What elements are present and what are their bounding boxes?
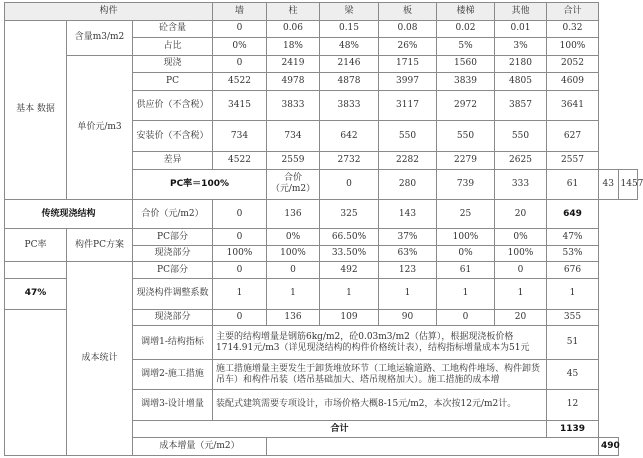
content-label: 含量m3/m2 [67, 20, 133, 55]
table-cell: 649 [547, 199, 599, 229]
table-cell: 33.50% [320, 245, 379, 261]
table-cell: 51 [547, 326, 599, 360]
row-label: 现浇 [133, 55, 213, 73]
table-cell: 90 [379, 309, 437, 325]
table-cell: 325 [320, 199, 379, 229]
table-cell: 355 [547, 309, 599, 325]
table-cell: 3415 [213, 90, 267, 121]
table-cell: 0.01 [495, 20, 547, 38]
header-stair: 楼梯 [437, 3, 495, 21]
table-cell: 2279 [437, 152, 495, 170]
table-cell: 0.06 [267, 20, 320, 38]
table-cell: 1 [267, 278, 320, 309]
row-label: 砼含量 [133, 20, 213, 38]
table-cell: 2419 [267, 55, 320, 73]
table-cell: 734 [267, 121, 320, 152]
header-column: 柱 [267, 3, 320, 21]
row-label: PC [133, 73, 213, 91]
table-cell: 1 [379, 278, 437, 309]
table-cell: 0 [213, 229, 267, 245]
cost-label: 成本统计 [67, 262, 133, 456]
table-cell: 4522 [213, 73, 267, 91]
table-cell: 0 [495, 262, 547, 278]
table-cell: 48% [320, 38, 379, 56]
table-cell: 0 [320, 169, 379, 199]
pc-rate-label: PC率 [5, 229, 67, 262]
header-slab: 板 [379, 3, 437, 21]
table-cell: 12 [547, 390, 599, 421]
traditional-label: 传统现浇结构 [5, 199, 133, 229]
table-cell: 100% [437, 229, 495, 245]
table-cell: 3839 [437, 73, 495, 91]
table-cell: 3833 [267, 90, 320, 121]
table-cell: 0 [437, 309, 495, 325]
cost-table [4, 2, 643, 456]
table-cell: 100% [495, 245, 547, 261]
table-cell: 143 [379, 199, 437, 229]
table-cell: 2052 [547, 55, 599, 73]
table-cell: 100% [267, 245, 320, 261]
table-cell: 136 [267, 309, 320, 325]
header-wall: 墙 [213, 3, 267, 21]
table-cell: 20 [495, 309, 547, 325]
row-label: 差异 [133, 152, 213, 170]
table-cell: 3641 [547, 90, 599, 121]
table-cell: 0 [213, 55, 267, 73]
left-blank [5, 309, 67, 455]
cost-increase-value: 490 [599, 438, 619, 456]
table-cell: 1715 [379, 55, 437, 73]
row-label: 合价（元/m2） [267, 169, 320, 199]
pc-scheme-label: 构件PC方案 [67, 229, 133, 262]
row-label: PC部分 [133, 229, 213, 245]
table-cell: 3% [495, 38, 547, 56]
table-cell: 0.15 [320, 20, 379, 38]
table-cell: 3117 [379, 90, 437, 121]
table-cell: 53% [547, 245, 599, 261]
row-label: 占比 [133, 38, 213, 56]
table-row [5, 55, 638, 73]
header-beam: 梁 [320, 3, 379, 21]
cost-increase-label: 成本增量（元/m2） [133, 438, 267, 456]
table-cell: 676 [547, 262, 599, 278]
table-cell: 136 [267, 199, 320, 229]
table-cell: 26% [379, 38, 437, 56]
table-cell: 642 [320, 121, 379, 152]
table-cell: 627 [547, 121, 599, 152]
row-label: 调增2-施工措施 [133, 360, 213, 390]
basic-data-label: 基本 数据 [5, 20, 67, 199]
row-label: 现浇部分 [133, 309, 213, 325]
table-cell: 739 [437, 169, 495, 199]
table-cell: 2732 [320, 152, 379, 170]
table-cell: 0% [267, 229, 320, 245]
table-cell: 0 [267, 262, 320, 278]
table-cell: 3857 [495, 90, 547, 121]
table-cell: 3833 [320, 90, 379, 121]
table-cell: 0.32 [547, 20, 599, 38]
table-cell: 18% [267, 38, 320, 56]
table-cell: 47% [547, 229, 599, 245]
table-cell: 550 [437, 121, 495, 152]
table-cell: 0.08 [379, 20, 437, 38]
table-cell: 2146 [320, 55, 379, 73]
table-cell: 2282 [379, 152, 437, 170]
table-cell: 20 [495, 199, 547, 229]
table-cell: 0% [495, 229, 547, 245]
table-cell: 4609 [547, 73, 599, 91]
row-label: 合价（元/m2） [133, 199, 213, 229]
table-cell: 109 [320, 309, 379, 325]
row-label: PC部分 [133, 262, 213, 278]
table-cell: 2559 [267, 152, 320, 170]
table-cell: 2180 [495, 55, 547, 73]
table-row [5, 199, 638, 229]
header-row [5, 3, 638, 21]
table-row [5, 262, 638, 278]
table-cell: 61 [437, 262, 495, 278]
adjustment-note: 装配式建筑需要专项设计，市场价格大概8-15元/m2，本次按12元/m2计。 [213, 390, 547, 421]
table-cell: 61 [547, 169, 599, 199]
pc-rate-spacer [5, 262, 67, 278]
row-label: 现浇构件调整系数 [133, 278, 213, 309]
table-cell: 63% [379, 245, 437, 261]
table-cell: 25 [437, 199, 495, 229]
table-cell: 0.02 [437, 20, 495, 38]
table-cell: 3997 [379, 73, 437, 91]
table-cell: 4522 [213, 152, 267, 170]
table-cell: 1 [320, 278, 379, 309]
table-cell: 734 [213, 121, 267, 152]
table-cell: 1457 [618, 169, 638, 199]
table-row [5, 20, 638, 38]
table-cell: 123 [379, 262, 437, 278]
table-cell: 1560 [437, 55, 495, 73]
table-cell: 550 [495, 121, 547, 152]
subtotal-label: 合计 [133, 420, 547, 438]
pc-rate-value: 47% [5, 278, 67, 309]
table-cell: 0 [213, 199, 267, 229]
pc-100-label: PC率＝100% [133, 169, 267, 199]
table-cell: 1 [213, 278, 267, 309]
table-cell: 100% [547, 38, 599, 56]
table-cell: 492 [320, 262, 379, 278]
header-other: 其他 [495, 3, 547, 21]
table-cell: 0 [213, 262, 267, 278]
row-label: 供应价（不含税） [133, 90, 213, 121]
table-cell: 5% [437, 38, 495, 56]
row-label: 调增1-结构指标 [133, 326, 213, 360]
table-cell: 43 [599, 169, 619, 199]
table-cell: 280 [379, 169, 437, 199]
header-component: 构件 [5, 3, 213, 21]
table-row [5, 229, 638, 245]
table-cell: 2557 [547, 152, 599, 170]
header-total: 合计 [547, 3, 599, 21]
table-cell: 333 [495, 169, 547, 199]
table-cell: 0 [213, 20, 267, 38]
table-cell: 0% [437, 245, 495, 261]
table-cell: 66.50% [320, 229, 379, 245]
table-cell: 0% [213, 38, 267, 56]
table-cell: 1 [547, 278, 599, 309]
cost-increase-blank [267, 438, 599, 456]
table-cell: 0 [213, 309, 267, 325]
subtotal-value: 1139 [547, 420, 599, 438]
adjustment-note: 主要的结构增量是钢筋6kg/m2，砼0.03m3/m2（估算），根据现浇板价格1714.91元/m3（详见现浇结构的构件价格统计表），结构指标增量成本为51元 [213, 326, 547, 360]
row-label: 安装价（不含税） [133, 121, 213, 152]
table-cell: 550 [379, 121, 437, 152]
table-cell: 1 [437, 278, 495, 309]
table-cell: 2972 [437, 90, 495, 121]
table-cell: 100% [213, 245, 267, 261]
unit-price-label: 单价元/m3 [67, 55, 133, 199]
row-label: 调增3-设计增量 [133, 390, 213, 421]
row-label: 现浇部分 [133, 245, 213, 261]
table-cell: 1 [495, 278, 547, 309]
table-cell: 45 [547, 360, 599, 390]
table-cell: 2625 [495, 152, 547, 170]
adjustment-note: 施工措施增量主要发生于卸货堆放环节（工地运输道路、工地构件堆场、构件卸货吊车）和构件吊装（塔吊基础加大、塔吊规格加大）。施工措施的成本增 [213, 360, 547, 390]
table-cell: 4978 [267, 73, 320, 91]
table-cell: 4805 [495, 73, 547, 91]
table-cell: 37% [379, 229, 437, 245]
table-cell: 4878 [320, 73, 379, 91]
